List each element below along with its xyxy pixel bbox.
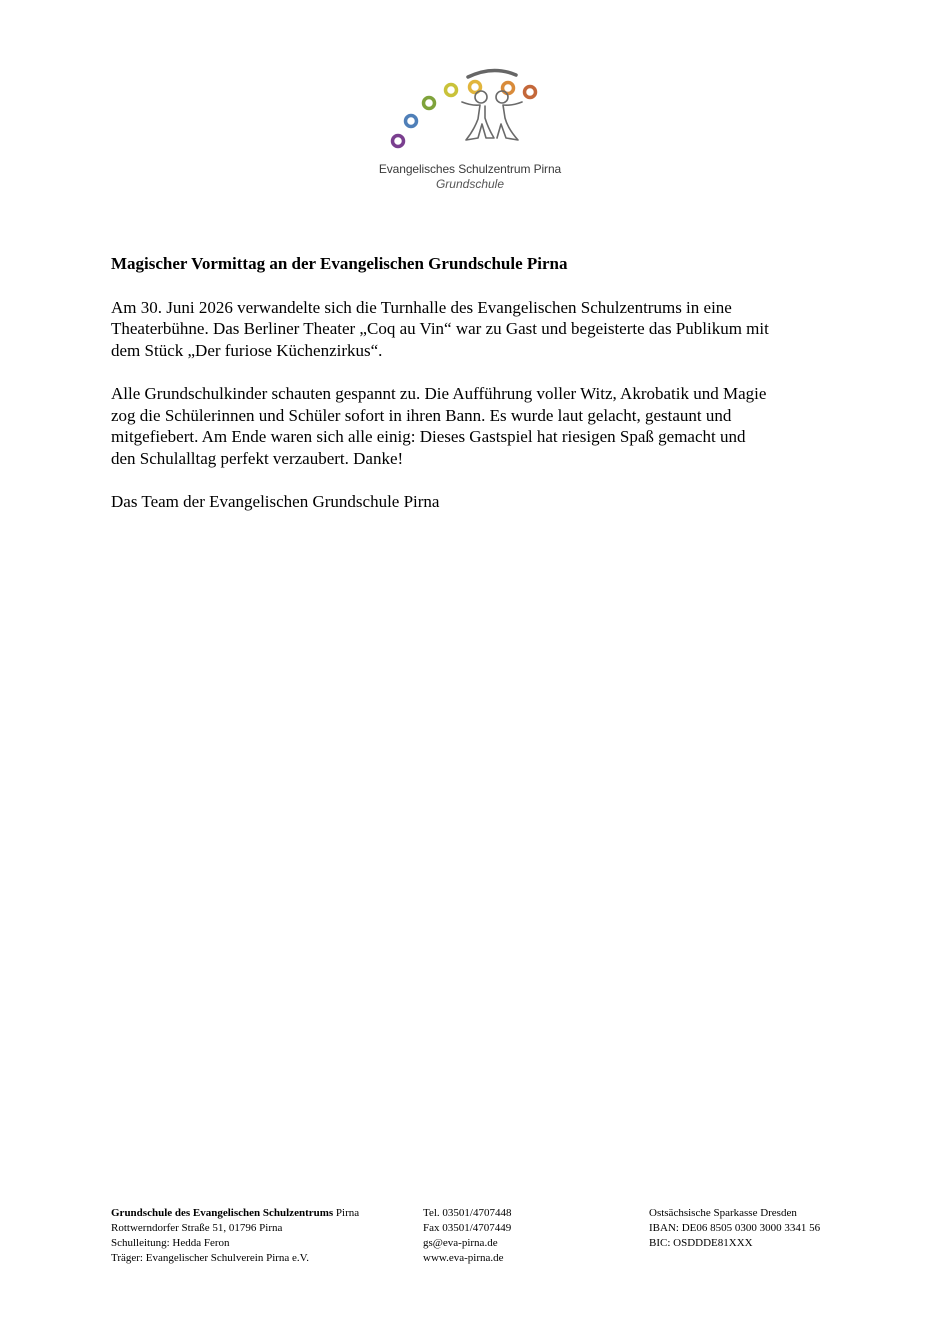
footer-iban: IBAN: DE06 8505 0300 3000 3341 56 <box>649 1222 821 1234</box>
text-line: den Schulalltag perfekt verzaubert. Danke! <box>111 448 404 468</box>
footer-bank-name: Ostsächsische Sparkasse Dresden <box>649 1207 797 1219</box>
school-logo <box>370 64 570 194</box>
footer-fax: Fax 03501/4707449 <box>423 1222 512 1234</box>
text-line: Am 30. Juni 2026 verwandelte sich die Turnhalle des Evangelischen Schulzentrums in eine <box>111 297 732 317</box>
text-line: mitgefiebert. Am Ende waren sich alle einig: Dieses Gastspiel hat riesigen Spaß gemacht und <box>111 427 746 446</box>
logo-graphic <box>390 64 550 154</box>
footer-school-name: Grundschule des Evangelischen Schulzentrums <box>111 1207 334 1219</box>
logo-arc <box>468 70 516 77</box>
footer-bank-column <box>649 1206 909 1251</box>
logo-children-figures <box>462 91 522 140</box>
logo-ring <box>525 87 536 98</box>
footer-phone: Tel. 03501/4707448 <box>423 1207 512 1219</box>
footer-sponsor: Träger: Evangelischer Schulverein Pirna e.V. <box>111 1252 309 1264</box>
text-line: Alle Grundschulkinder schauten gespannt zu. Die Aufführung voller Witz, Akrobatik und Magie <box>111 384 767 403</box>
text-line: Das Team der Evangelischen Grundschule Pirna <box>111 492 440 511</box>
footer-principal: Schulleitung: Hedda Feron <box>111 1237 230 1249</box>
footer-address: Rottwerndorfer Straße 51, 01796 Pirna <box>111 1222 283 1234</box>
text-line: Theaterbühne. Das Berliner Theater „Coq au Vin“ war zu Gast und begeisterte das Publikum mit <box>111 319 769 338</box>
logo-ring <box>424 98 435 109</box>
footer-bic: BIC: OSDDDE81XXX <box>649 1237 753 1249</box>
headline: Magischer Vormittag an der Evangelischen Grundschule Pirna <box>111 254 568 273</box>
logo-ring <box>406 116 417 127</box>
text-line: dem Stück „Der furiose Küchenzirkus“. <box>111 340 383 360</box>
logo-ring <box>446 85 457 96</box>
footer-address-column <box>111 1206 411 1266</box>
footer-email: gs@eva-pirna.de <box>423 1237 498 1249</box>
school-name: Evangelisches Schulzentrum Pirna <box>378 162 562 176</box>
footer-contact-column <box>423 1206 623 1266</box>
paragraph-2 <box>111 383 851 469</box>
signature-line <box>111 491 851 513</box>
logo-ring <box>393 136 404 147</box>
text-line: zog die Schülerinnen und Schüler sofort in ihren Bann. Es wurde laut gelacht, gestaunt und <box>111 405 732 425</box>
paragraph-1 <box>111 297 851 362</box>
school-subtitle: Grundschule <box>435 177 505 191</box>
footer-website: www.eva-pirna.de <box>423 1252 504 1264</box>
footer-school-line <box>111 1206 411 1221</box>
footer-school-city: Pirna <box>333 1207 360 1219</box>
letter-body <box>111 253 851 535</box>
